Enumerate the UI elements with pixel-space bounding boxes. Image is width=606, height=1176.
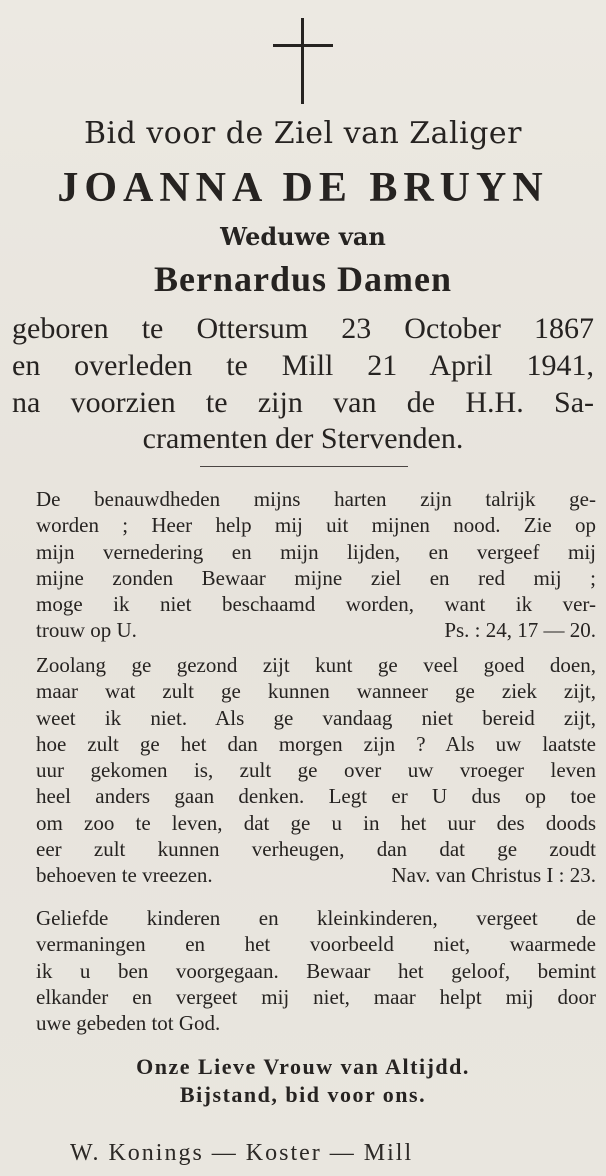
paragraph-line-end: trouw op U. — [36, 618, 137, 643]
imitation-citation: Nav. van Christus I : 23. — [391, 863, 596, 888]
paragraph-line-end: behoeven te vreezen. — [36, 863, 213, 888]
paragraph-line: mijne zonden Bewaar mijne ziel en red mij ; — [36, 565, 596, 590]
paragraph-line: ik u ben voorgegaan. Bewaar het geloof, bemint — [36, 958, 596, 983]
deceased-name: JOANNA DE BRUYN — [57, 165, 549, 211]
paragraph-line: heel anders gaan denken. Legt er U dus op toe — [36, 784, 596, 809]
paragraph-line: elkander en vergeet mij niet, maar helpt mij door — [36, 984, 596, 1009]
paragraph-line: uur gekomen is, zult ge over uw vroeger leven — [36, 758, 596, 783]
death-line: en overleden te Mill 21 April 1941, — [12, 349, 594, 382]
paragraph-line: maar wat zult ge kunnen wanneer ge ziek zijt, — [36, 679, 596, 704]
psalm-citation: Ps. : 24, 17 — 20. — [444, 618, 596, 643]
paragraph-line: weet ik niet. Als ge vandaag niet bereid zijt, — [36, 705, 596, 730]
paragraph-line: uwe gebeden tot God. — [36, 1011, 221, 1036]
psalm-paragraph — [36, 486, 596, 644]
paragraph-line: om zoo te leven, dat ge u in het uur des doods — [36, 810, 596, 835]
printer-imprint: W. Konings — Koster — Mill — [70, 1140, 414, 1166]
widow-of-label: Weduwe van — [220, 222, 386, 251]
paragraph-line: vermaningen en het voorbeeld niet, waarmede — [36, 932, 596, 957]
paragraph-line: mijn vernedering en mijn lijden, en vergeef mij — [36, 539, 596, 564]
paragraph-last-line — [36, 862, 596, 888]
paragraph-line: De benauwdheden mijns harten zijn talrijk ge- — [36, 487, 596, 511]
divider — [200, 466, 408, 467]
paragraph-line: worden ; Heer help mij uit mijnen nood. Zie op — [36, 513, 596, 538]
closing-prayer-line-2: Bijstand, bid voor ons. — [179, 1082, 427, 1107]
husband-name: Bernardus Damen — [153, 259, 452, 299]
imitation-paragraph — [36, 652, 596, 889]
family-paragraph — [36, 905, 596, 1036]
paragraph-line: Geliefde kinderen en kleinkinderen, vergeet de — [36, 906, 596, 930]
invocation-text: Bid voor de Ziel van Zaliger — [83, 116, 523, 151]
cross-icon — [273, 18, 333, 106]
paragraph-line: eer zult kunnen verheugen, dan dat ge zoudt — [36, 837, 596, 862]
paragraph-line: Zoolang ge gezond zijt kunt ge veel goed doen, — [36, 653, 596, 677]
sacraments-line: na voorzien te zijn van de H.H. Sa- — [12, 386, 594, 419]
closing-prayer-line-1: Onze Lieve Vrouw van Altijdd. — [136, 1054, 470, 1079]
sacraments-line-end: cramenten der Stervenden. — [142, 422, 464, 455]
paragraph-last-line — [36, 617, 596, 643]
paragraph-line: hoe zult ge het dan morgen zijn ? Als uw laatste — [36, 731, 596, 756]
birth-line: geboren te Ottersum 23 October 1867 — [12, 312, 594, 345]
paragraph-line: moge ik niet beschaamd worden, want ik ver- — [36, 592, 596, 617]
